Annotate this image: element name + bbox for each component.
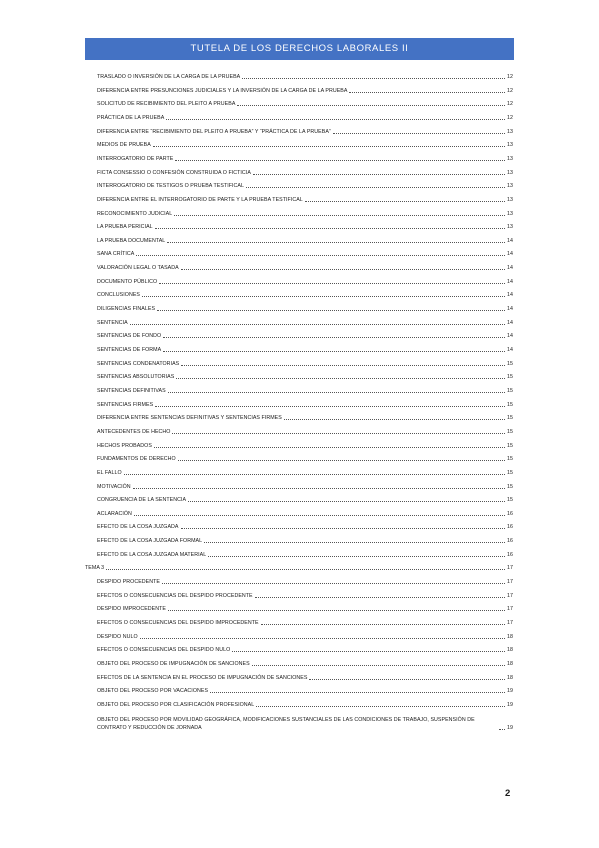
toc-entry-title: TRASLADO O INVERSIÓN DE LA CARGA DE LA PRUEBA [97,74,241,80]
toc-entry[interactable] [97,361,513,368]
toc-leader-dots [309,679,505,680]
toc-entry[interactable] [97,197,513,204]
toc-entry[interactable] [97,702,513,709]
toc-entry-title: INTERROGATORIO DE PARTE [97,155,174,162]
toc-entry-title: SENTENCIAS FIRMES [97,401,154,408]
toc-entry[interactable] [97,101,513,108]
page-number: 2 [505,788,511,799]
toc-leader-dots [174,215,505,216]
toc-leader-dots [181,528,505,529]
toc-entry[interactable] [97,251,513,258]
toc-entry-title: DIFERENCIA ENTRE SENTENCIAS DEFINITIVAS Y SENTENCIAS FIRMES [97,415,282,422]
toc-leader-dots [175,160,505,161]
toc-leader-dots [204,542,505,543]
toc-entry-page: 16 [507,538,513,545]
toc-entry[interactable] [97,661,513,668]
toc-entry-title: SENTENCIAS ABSOLUTORIAS [97,374,175,381]
toc-entry-title: LA PRUEBA DOCUMENTAL [97,237,166,244]
toc-leader-dots [130,324,505,325]
toc-entry[interactable] [97,688,513,695]
toc-entry[interactable] [97,470,513,477]
toc-entry-title: SANA CRÍTICA [97,251,135,258]
toc-entry-title: DESPIDO PROCEDENTE [97,579,161,586]
toc-entry[interactable] [97,115,513,122]
toc-leader-dots [172,433,505,434]
toc-entry-page: 19 [507,688,513,695]
toc-leader-dots [166,119,505,120]
toc-leader-dots [136,255,505,256]
toc-entry-page: 15 [507,374,513,381]
toc-entry-title: HECHOS PROBADOS [97,442,152,449]
toc-entry-title: EFECTO DE LA COSA JUZGADA [97,524,179,531]
toc-entry[interactable] [97,402,513,409]
document-title: TUTELA DE LOS DERECHOS LABORALES II [190,43,409,54]
toc-entry[interactable] [97,74,513,81]
toc-entry-title: ACLARACIÓN [97,510,132,517]
toc-leader-dots [134,515,505,516]
toc-entry-page: 16 [507,510,513,517]
toc-entry-title: DESPIDO IMPROCEDENTE [97,606,166,613]
toc-entry[interactable] [97,211,513,218]
toc-entry[interactable] [97,388,513,395]
toc-entry-title: DIFERENCIA ENTRE PRESUNCIONES JUDICIALES Y LA INVERSIÓN DE LA CARGA DE LA PRUEBA [97,87,348,94]
toc-entry[interactable] [97,484,513,491]
toc-entry[interactable] [97,675,513,682]
toc-entry-page: 18 [507,633,513,640]
toc-entry-page: 15 [507,483,513,490]
toc-leader-dots [155,406,505,407]
toc-entry[interactable] [97,443,513,450]
toc-entry-page: 18 [507,660,513,667]
toc-entry[interactable] [97,634,513,641]
toc-leader-dots [133,488,505,489]
toc-entry-page: 15 [507,442,513,449]
toc-entry[interactable] [97,129,513,136]
toc-entry-page: 14 [507,278,513,285]
toc-entry[interactable] [97,238,513,245]
toc-leader-dots [253,174,505,175]
toc-entry-page: 14 [507,251,513,258]
toc-leader-dots [168,392,505,393]
toc-leader-dots [162,583,505,584]
toc-entry-page: 13 [507,196,513,203]
toc-leader-dots [349,92,505,93]
toc-entry-page: 15 [507,387,513,394]
toc-leader-dots [242,78,505,79]
toc-entry-title: PRÁCTICA DE LA PRUEBA [97,114,165,121]
toc-leader-dots [284,419,505,420]
toc-entry-page: 12 [507,101,513,108]
toc-entry-page: 17 [507,565,513,572]
toc-entry-page: 13 [507,142,513,149]
toc-leader-dots [176,378,505,379]
toc-leader-dots [168,610,505,611]
toc-entry-page: 19 [507,701,513,708]
toc-entry-page: 13 [507,169,513,176]
toc-entry[interactable] [97,265,513,272]
toc-leader-dots [163,337,505,338]
toc-entry-title: OBJETO DEL PROCESO DE IMPUGNACIÓN DE SANCIONES [97,660,250,667]
toc-entry[interactable] [97,415,513,422]
toc-entry-page: 13 [507,155,513,162]
toc-entry-page: 15 [507,497,513,504]
toc-leader-dots [499,729,505,730]
toc-entry[interactable] [97,306,513,313]
toc-entry-title: SENTENCIAS CONDENATORIAS [97,360,180,367]
toc-entry-title: SENTENCIA [97,319,128,326]
toc-entry-page: 14 [507,319,513,326]
toc-entry[interactable] [97,142,513,149]
toc-entry-page: 12 [507,87,513,94]
toc-leader-dots [188,501,505,502]
toc-entry-title: OBJETO DEL PROCESO POR MOVILIDAD GEOGRÁFICA, MODIFICACIONES SUSTANCIALES DE LAS CONDICIONES DE TRABAJO, SUSPENSIÓN DE CONTRATO Y REDUCCIÓN DE JORNADA [97,716,475,731]
toc-entry-title: INTERROGATORIO DE TESTIGOS O PRUEBA TESTIFICAL [97,183,245,190]
toc-entry[interactable] [97,716,513,732]
toc-entry-page: 17 [507,620,513,626]
toc-entry-title: DIFERENCIA ENTRE EL INTERROGATORIO DE PARTE Y LA PRUEBA TESTIFICAL [97,196,303,203]
toc-leader-dots [155,228,505,229]
toc-leader-dots [237,105,505,106]
toc-entry[interactable] [97,170,513,177]
toc-leader-dots [255,597,505,598]
toc-entry[interactable] [97,333,513,340]
toc-entry[interactable] [97,511,513,518]
toc-leader-dots [167,242,505,243]
toc-entry-page: 16 [507,524,513,531]
toc-entry-page: 14 [507,265,513,272]
toc-entry-title: DOCUMENTO PÚBLICO [97,278,158,285]
toc-entry-title: EFECTO DE LA COSA JUZGADA MATERIAL [97,551,207,558]
toc-entry[interactable] [97,579,513,586]
toc-entry-page: 14 [507,333,513,340]
toc-leader-dots [154,447,505,448]
toc-entry[interactable] [97,279,513,286]
toc-entry-title: EFECTO DE LA COSA JUZGADA FORMAL [97,538,203,545]
toc-leader-dots [159,283,505,284]
toc-leader-dots [181,365,505,366]
toc-entry-title: TEMA 3 [85,565,105,572]
toc-entry-page: 18 [507,647,513,654]
toc-entry-title: EL FALLO [97,469,122,476]
toc-entry-title: SOLICITUD DE RECIBIMIENTO DEL PLEITO A PRUEBA [97,101,236,108]
toc-entry-title: CONCLUSIONES [97,292,140,299]
toc-entry-page: 12 [507,114,513,121]
toc-entry[interactable] [97,524,513,531]
toc-entry-page: 13 [507,128,513,135]
toc-entry[interactable] [97,497,513,504]
toc-leader-dots [142,296,505,297]
toc-leader-dots [232,651,505,652]
toc-entry-page: 15 [507,469,513,476]
toc-leader-dots [181,269,505,270]
toc-entry-page: 12 [507,74,513,80]
toc-entry[interactable] [85,565,513,572]
toc-entry[interactable] [97,347,513,354]
toc-entry[interactable] [97,538,513,545]
toc-entry-page: 14 [507,237,513,244]
toc-entry[interactable] [97,606,513,613]
toc-entry-title: EFECTOS O CONSECUENCIAS DEL DESPIDO IMPROCEDENTE [97,620,259,626]
toc-entry-title: OBJETO DEL PROCESO POR VACACIONES [97,688,209,695]
toc-entry-page: 18 [507,674,513,681]
toc-entry-page: 17 [507,606,513,613]
toc-leader-dots [163,351,505,352]
toc-entry-title: RECONOCIMIENTO JUDICIAL [97,210,173,217]
toc-entry-page: 14 [507,347,513,353]
toc-entry-title: DILIGENCIAS FINALES [97,306,156,313]
toc-entry-page: 13 [507,210,513,217]
toc-entry-title: OBJETO DEL PROCESO POR CLASIFICACIÓN PROFESIONAL [97,701,255,708]
toc-entry[interactable] [97,88,513,95]
toc-leader-dots [210,692,505,693]
toc-entry-title: SENTENCIAS DE FONDO [97,333,162,340]
toc-leader-dots [140,638,505,639]
toc-entry-title: DESPIDO NULO [97,633,138,640]
toc-entry-title: LA PRUEBA PERICIAL [97,224,153,231]
toc-entry[interactable] [97,429,513,436]
toc-entry[interactable] [97,647,513,654]
toc-entry[interactable] [97,456,513,463]
toc-entry-page: 14 [507,292,513,299]
toc-entry-page: 13 [507,224,513,231]
toc-entry-title: MEDIOS DE PRUEBA [97,142,151,149]
document-header [85,38,514,60]
toc-entry-title: EFECTOS DE LA SENTENCIA EN EL PROCESO DE IMPUGNACIÓN DE SANCIONES [97,674,308,681]
toc-leader-dots [252,665,505,666]
toc-leader-dots [208,556,505,557]
toc-entry[interactable] [97,320,513,327]
toc-leader-dots [333,133,505,134]
toc-entry-title: FUNDAMENTOS DE DERECHO [97,456,176,463]
toc-entry-page: 19 [507,724,513,731]
toc-entry[interactable] [97,593,513,600]
toc-entry-page: 17 [507,592,513,599]
toc-entry-page: 14 [507,306,513,313]
toc-entry-title: MOTIVACIÓN [97,483,131,490]
toc-entry-title: ANTECEDENTES DE HECHO [97,428,171,435]
toc-entry-page: 15 [507,401,513,408]
toc-entry[interactable] [97,183,513,190]
toc-entry-page: 15 [507,456,513,463]
toc-entry[interactable] [97,620,513,627]
toc-entry[interactable] [97,156,513,163]
toc-entry-title: SENTENCIAS DEFINITIVAS [97,387,166,394]
toc-entry-title: EFECTOS O CONSECUENCIAS DEL DESPIDO PROCEDENTE [97,592,253,599]
toc-entry-page: 15 [507,360,513,367]
toc-leader-dots [153,146,505,147]
toc-leader-dots [246,187,505,188]
toc-entry-page: 15 [507,428,513,435]
toc-leader-dots [261,624,505,625]
toc-entry-page: 17 [507,579,513,586]
toc-leader-dots [305,201,505,202]
toc-entry[interactable] [97,552,513,559]
toc-entry-title: DIFERENCIA ENTRE “RECIBIMIENTO DEL PLEITO A PRUEBA” Y “PRÁCTICA DE LA PRUEBA” [97,128,331,135]
toc-entry-title: VALORACIÓN LEGAL O TASADA [97,265,179,272]
toc-entry-page: 15 [507,415,513,422]
toc-entry[interactable] [97,374,513,381]
toc-leader-dots [178,460,505,461]
toc-leader-dots [157,310,505,311]
toc-entry-title: EFECTOS O CONSECUENCIAS DEL DESPIDO NULO [97,647,231,654]
toc-leader-dots [256,706,505,707]
toc-entry-title: SENTENCIAS DE FORMA [97,347,162,353]
toc-entry-title: CONGRUENCIA DE LA SENTENCIA [97,497,187,504]
toc-entry[interactable] [97,292,513,299]
toc-leader-dots [106,569,505,570]
toc-entry-title: FICTA CONSESSIO O CONFESIÓN CONSTRUIDA O FICTICIA [97,169,251,176]
toc-entry-page: 16 [507,551,513,558]
toc-entry[interactable] [97,224,513,231]
toc-entry-page: 13 [507,183,513,190]
toc-leader-dots [124,474,505,475]
